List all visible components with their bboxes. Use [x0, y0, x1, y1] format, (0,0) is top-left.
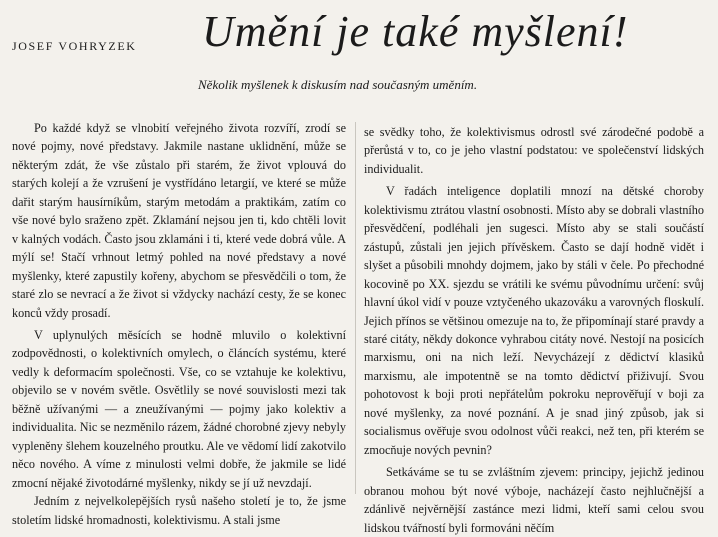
- paragraph: Setkáváme se tu se zvláštním zjevem: principy, jejichž jedinou obranou mohou být nové výboje, nacházejí často nejhlučnější a zdánlivě nejvěrnější zastánce mezi lidmi, kteří sami celou svou lidskou tvářností byli formováni něčím: [364, 465, 704, 535]
- column-divider: [355, 122, 356, 494]
- paragraph: Jedním z nejvelkolepějších rysů našeho století je to, že jsme stoletím lidské hromadnosti, kolektivismu. A stali jsme: [12, 494, 346, 527]
- left-column: [12, 119, 346, 529]
- author-name: JOSEF VOHRYZEK: [12, 39, 137, 53]
- paragraph: V uplynulých měsících se hodně mluvilo o kolektivní zodpovědnosti, o kolektivních omylech, o článcích systému, které vedly k deformacím společnosti. Vše, co se vztahuje ke kolektivu, objevilo se v novém světle. Osvětlily se nové souvislosti mezi tak běžně užívanými — a zneužívanými — pojmy jako kolektiv a individualita. Nic se nezměnilo rázem, žádné chorobné zjevy nebyly vypleněny šlehem kouzelného proutku. Ale ve vědomí lidí zakotvilo něco nového. A víme z minulosti velmi dobře, že jakmile se lidé zmocní nějaké životodárné myšlenky, nikdy se jí už nevzdají.: [12, 327, 346, 490]
- article-title: Umění je také myšlení!: [202, 7, 629, 56]
- paragraph: V řadách inteligence doplatili mnozí na dětské choroby kolektivismu ztrátou vlastní osobnosti. Místo aby se dobrali vlastního přesvědčení, podléhali jen sugesci. Místo aby se stali součástí zástupů, zůstali jen jejich přívěskem. Často se dají hodně vidět i slyšet a působili mnohdy dojmem, jako by stáli v čele. Po přechodné kocovině po XX. sjezdu se vrátili ke svému původnímu určení: svůj hlavní úkol vidí v pouze vztyčeného ukazováku a varovných floskulí. Jejich přínos se většinou omezuje na to, že připomínají staré pravdy a staré citáty, někdy dokonce vyhrabou citáty nové. Nestojí na posicích marxismu, oni na nich leží. Nevycházejí z dědictví klasiků marxismu, ale impotentně se na tomto dědictví přiživují. Svou pohotovost k boji proti nepřátelům pokroku neprověřují v boji za nové myšlenky, za nové poznání. A je snad jiný způsob, jak si socialismus ověřuje svou odolnost vůči reakci, než ten, při kterém se zmocňuje nových pevnin?: [364, 184, 704, 457]
- paragraph: Po každé když se vlnobití veřejného života rozvíří, zrodí se nové pojmy, nové představy. Jakmile nastane uklidnění, může se některým zdát, že vše zůstalo při starém, že život vplouvá do starých kolejí a že vzrušení je vystřídáno letargií, ve které se může dařit starým hausírníkům, starým metodám a praktikám, zatím co vše nové bylo sraženo zpět. Zklamání nejsou jen ti, kdo chtěli lovit v kalných vodách. Často jsou zklamáni i ti, které vede dobrá vůle. A mýlí se! Stačí vrhnout letmý pohled na nové představy a nové myšlenky, které zapustily kořeny, abychom se přesvědčili o tom, že staré zlo se nevrací a že život si vždycky nachází cesty, že se konec konců vždy prosadí.: [12, 121, 346, 320]
- article-subtitle: Několik myšlenek k diskusím nad současným uměním.: [198, 77, 478, 92]
- paragraph: se svědky toho, že kolektivismus odrostl své zárodečné podobě a přerůstá v to, co je jeho vlastní podstatou: ve společenství lidských individualit.: [364, 125, 704, 176]
- right-column: [364, 123, 704, 537]
